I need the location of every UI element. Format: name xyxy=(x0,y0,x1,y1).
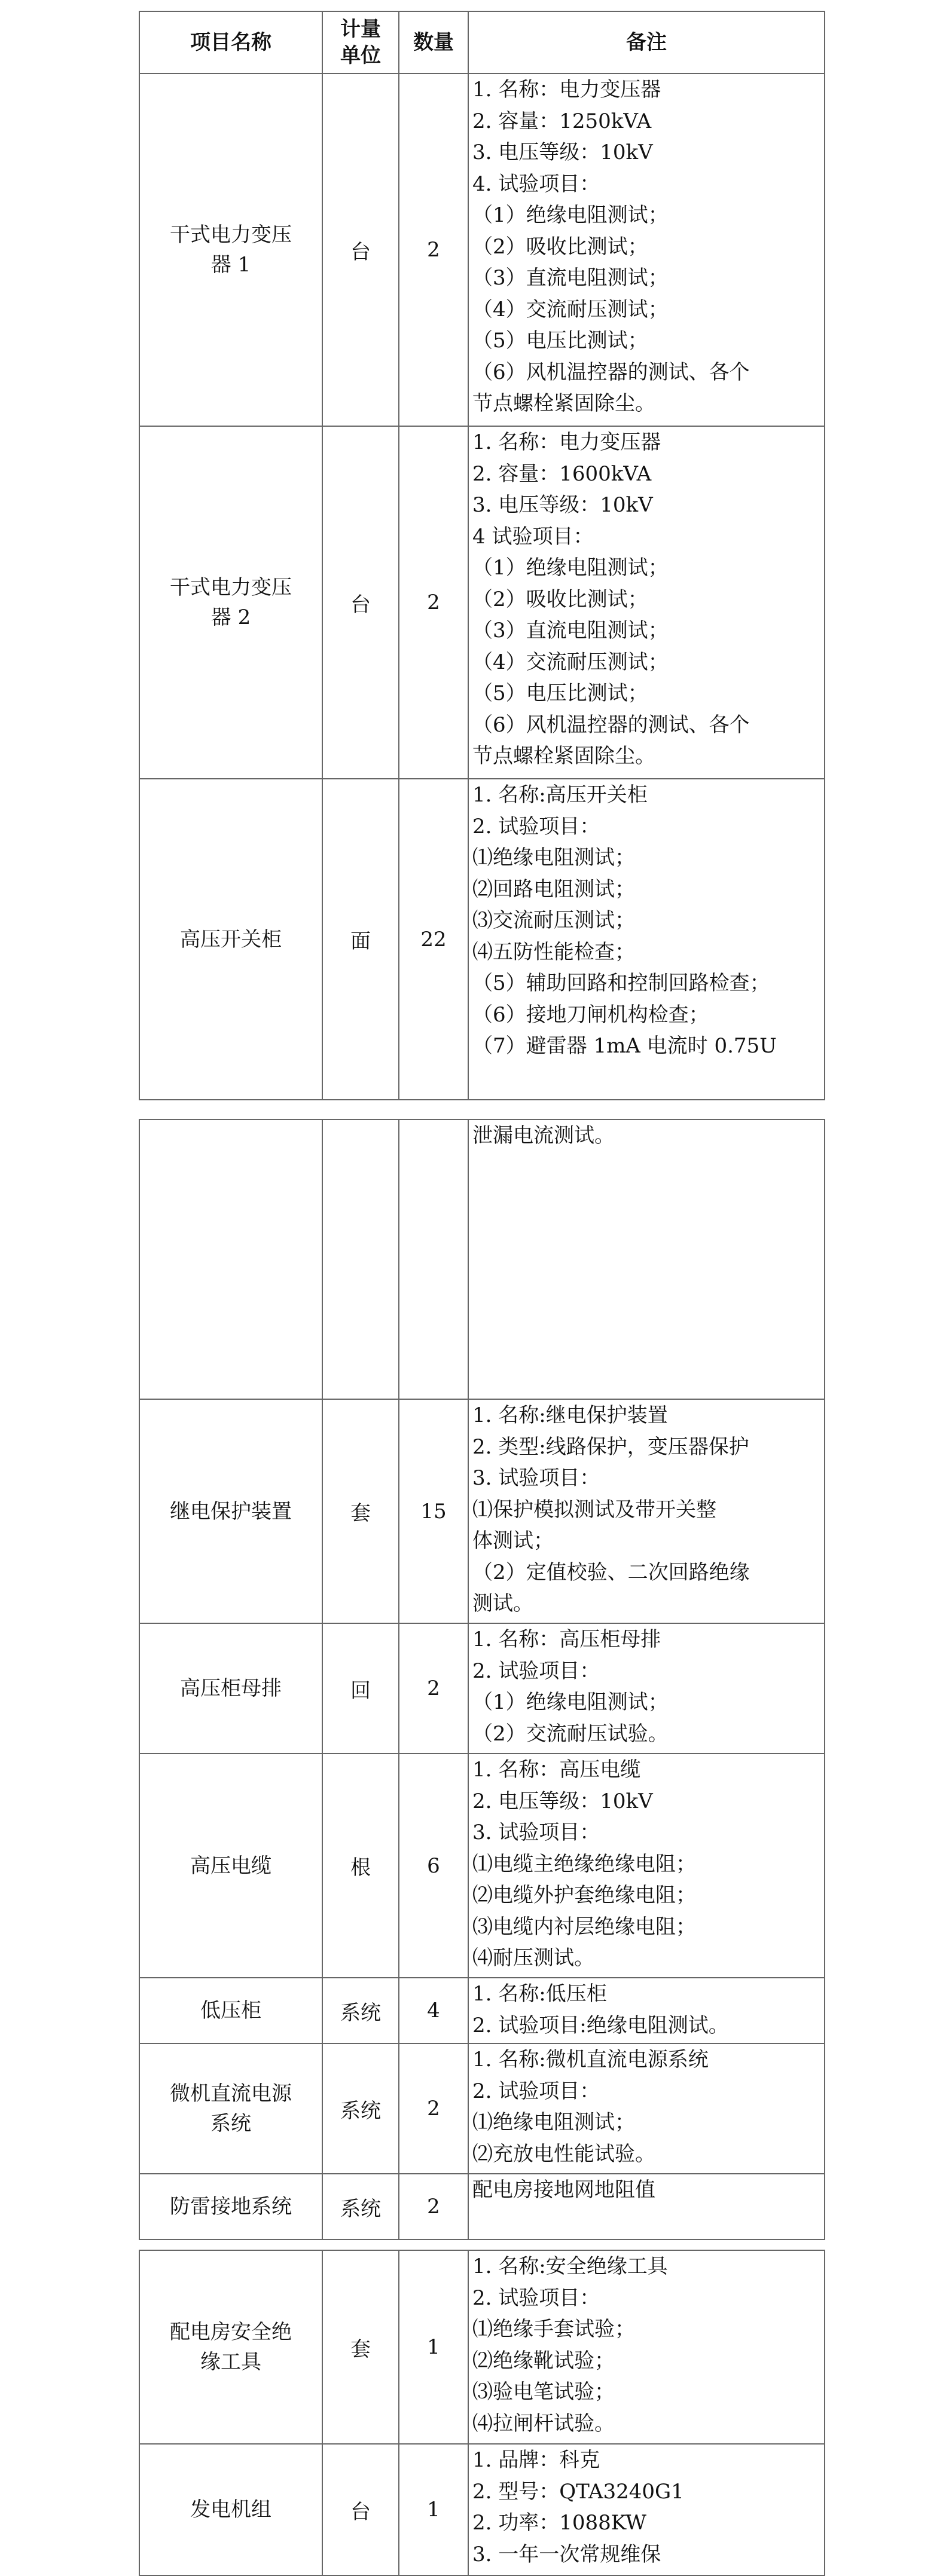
note-line: 1. 名称:安全绝缘工具 xyxy=(472,2254,668,2278)
cell-item-name: 高压电缆 xyxy=(139,1754,322,1978)
cell-notes xyxy=(468,1119,825,1399)
note-line: 1. 名称：电力变压器 xyxy=(472,430,661,454)
note-line: 3. 电压等级：10kV xyxy=(472,140,653,164)
cell-quantity: 1 xyxy=(399,2444,468,2575)
note-line: ⑴绝缘手套试验； xyxy=(472,2317,635,2341)
cell-quantity xyxy=(399,1119,468,1399)
cell-notes xyxy=(468,1399,825,1623)
cell-unit: 根 xyxy=(322,1754,399,1978)
note-line: 3. 电压等级：10kV xyxy=(472,493,653,517)
note-line: 4. 试验项目： xyxy=(472,172,600,196)
note-line: ⑴电缆主绝缘绝缘电阻； xyxy=(472,1852,696,1876)
cell-unit: 系统 xyxy=(322,1978,399,2043)
table-row xyxy=(139,2250,825,2444)
header-qty: 数量 xyxy=(399,11,468,74)
cell-item-name: 防雷接地系统 xyxy=(139,2174,322,2240)
note-line: ⑶电缆内衬层绝缘电阻； xyxy=(472,1914,696,1939)
note-line: ⑷拉闸杆试验。 xyxy=(472,2411,615,2436)
note-line: ⑴保护模拟测试及带开关整 xyxy=(472,1497,716,1522)
cell-unit xyxy=(322,1119,399,1399)
note-line: （6）风机温控器的测试、各个 xyxy=(472,712,750,737)
spec-table-part-2 xyxy=(139,1119,825,2240)
note-line: （5）辅助回路和控制回路检查； xyxy=(472,971,770,995)
note-line: ⑶验电笔试验； xyxy=(472,2380,615,2404)
table-row xyxy=(139,74,825,426)
note-line: 体测试； xyxy=(472,1529,554,1553)
cell-unit: 台 xyxy=(322,74,399,426)
cell-notes xyxy=(468,426,825,779)
note-line: 2. 型号：QTA3240G1 xyxy=(472,2479,684,2504)
cell-unit: 套 xyxy=(322,1399,399,1623)
note-line: 1. 名称：电力变压器 xyxy=(472,78,661,102)
cell-item-name: 干式电力变压器 2 xyxy=(139,426,322,779)
cell-item-name: 高压柜母排 xyxy=(139,1623,322,1754)
cell-item-name: 低压柜 xyxy=(139,1978,322,2043)
note-line: （4）交流耐压测试； xyxy=(472,650,669,674)
cell-item-name: 干式电力变压器 1 xyxy=(139,74,322,426)
cell-quantity: 1 xyxy=(399,2250,468,2444)
cell-unit: 台 xyxy=(322,2444,399,2575)
cell-unit: 系统 xyxy=(322,2174,399,2240)
cell-quantity: 22 xyxy=(399,779,468,1100)
note-line: （5）电压比测试； xyxy=(472,329,648,353)
table-header-row xyxy=(139,11,825,74)
note-line: 2. 试验项目： xyxy=(472,2079,600,2103)
cell-quantity: 4 xyxy=(399,1978,468,2043)
table-row xyxy=(139,426,825,779)
table-row xyxy=(139,2174,825,2240)
note-line: 配电房接地网地阻值 xyxy=(472,2178,655,2202)
note-line: 4 试验项目： xyxy=(472,524,594,549)
note-line: 1. 名称:微机直流电源系统 xyxy=(472,2048,709,2072)
note-line: 1. 名称:继电保护装置 xyxy=(472,1403,668,1427)
note-line: ⑴绝缘电阻测试； xyxy=(472,2110,635,2134)
note-line: 节点螺栓紧固除尘。 xyxy=(472,744,655,768)
note-line: （2）交流耐压试验。 xyxy=(472,1721,669,1746)
cell-notes xyxy=(468,2444,825,2575)
note-line: （1）绝缘电阻测试； xyxy=(472,203,669,227)
note-line: ⑶交流耐压测试； xyxy=(472,908,635,932)
note-line: ⑴绝缘电阻测试； xyxy=(472,846,635,870)
cell-item-name: 继电保护装置 xyxy=(139,1399,322,1623)
note-line: 2. 试验项目:绝缘电阻测试。 xyxy=(472,2013,729,2037)
note-line: 2. 试验项目： xyxy=(472,2286,600,2310)
note-line: ⑵充放电性能试验。 xyxy=(472,2141,655,2166)
note-line: 2. 试验项目： xyxy=(472,814,600,839)
cell-unit: 套 xyxy=(322,2250,399,2444)
note-line: 1. 名称：高压柜母排 xyxy=(472,1627,661,1651)
cell-quantity: 2 xyxy=(399,2043,468,2174)
note-line: ⑷耐压测试。 xyxy=(472,1946,594,1970)
cell-quantity: 15 xyxy=(399,1399,468,1623)
cell-unit: 回 xyxy=(322,1623,399,1754)
cell-notes xyxy=(468,2174,825,2240)
note-line: 2. 容量：1250kVA xyxy=(472,109,652,133)
cell-quantity: 2 xyxy=(399,426,468,779)
header-name: 项目名称 xyxy=(139,11,322,74)
note-line: 测试。 xyxy=(472,1592,533,1616)
note-line: 2. 试验项目： xyxy=(472,1659,600,1683)
table-row xyxy=(139,1754,825,1978)
note-line: 1. 品牌：科克 xyxy=(472,2448,600,2472)
note-line: （6）风机温控器的测试、各个 xyxy=(472,360,750,384)
note-line: 3. 试验项目： xyxy=(472,1466,600,1490)
cell-quantity: 2 xyxy=(399,2174,468,2240)
cell-unit: 系统 xyxy=(322,2043,399,2174)
table-row xyxy=(139,2444,825,2575)
note-line: 3. 试验项目： xyxy=(472,1821,600,1844)
cell-notes xyxy=(468,1623,825,1754)
table-row xyxy=(139,1119,825,1399)
table-row xyxy=(139,1399,825,1623)
cell-quantity: 2 xyxy=(399,74,468,426)
note-line: 2. 容量：1600kVA xyxy=(472,461,652,486)
cell-item-name: 高压开关柜 xyxy=(139,779,322,1100)
table-row xyxy=(139,1623,825,1754)
note-line: ⑷五防性能检查； xyxy=(472,940,635,964)
note-line: ⑵绝缘靴试验； xyxy=(472,2348,615,2373)
table-row xyxy=(139,1978,825,2043)
note-line: （5）电压比测试； xyxy=(472,681,648,705)
table-row xyxy=(139,2043,825,2174)
note-line: （2）吸收比测试； xyxy=(472,234,648,259)
note-line: 1. 名称：高压电缆 xyxy=(472,1758,641,1782)
header-note: 备注 xyxy=(468,11,825,74)
header-unit: 计量单位 xyxy=(322,11,399,74)
note-line: （2）吸收比测试； xyxy=(472,587,648,611)
cell-unit: 台 xyxy=(322,426,399,779)
cell-notes xyxy=(468,2250,825,2444)
spec-table-part-1 xyxy=(139,11,825,1100)
spec-table-part-3 xyxy=(139,2250,825,2576)
note-line: 泄漏电流测试。 xyxy=(472,1124,615,1148)
cell-unit: 面 xyxy=(322,779,399,1100)
note-line: 1. 名称:低压柜 xyxy=(472,1982,607,2006)
note-line: （3）直流电阻测试； xyxy=(472,619,669,643)
note-line: （2）定值校验、二次回路绝缘 xyxy=(472,1560,750,1584)
note-line: （6）接地刀闸机构检查； xyxy=(472,1002,709,1027)
note-line: 2. 类型:线路保护，变压器保护 xyxy=(472,1434,749,1459)
cell-notes xyxy=(468,1978,825,2043)
cell-item-name: 发电机组 xyxy=(139,2444,322,2575)
note-line: （1）绝缘电阻测试； xyxy=(472,556,669,580)
cell-notes xyxy=(468,779,825,1100)
note-line: （3）直流电阻测试； xyxy=(472,266,669,290)
table-row xyxy=(139,779,825,1100)
cell-notes xyxy=(468,1754,825,1978)
note-line: 2. 功率：1088KW xyxy=(472,2511,646,2535)
cell-notes xyxy=(468,2043,825,2174)
note-line: （1）绝缘电阻测试； xyxy=(472,1690,669,1714)
note-line: （4）交流耐压测试； xyxy=(472,297,669,322)
cell-quantity: 6 xyxy=(399,1754,468,1978)
note-line: ⑵电缆外护套绝缘电阻； xyxy=(472,1883,696,1907)
note-line: ⑵回路电阻测试； xyxy=(472,877,635,901)
note-line: 1. 名称:高压开关柜 xyxy=(472,783,648,807)
note-line: 3. 一年一次常规维保 xyxy=(472,2542,661,2566)
cell-item-name xyxy=(139,1119,322,1399)
cell-item-name: 配电房安全绝缘工具 xyxy=(139,2250,322,2444)
note-line: （7）避雷器 1mA 电流时 0.75U xyxy=(472,1034,777,1058)
note-line: 2. 电压等级：10kV xyxy=(472,1789,653,1813)
cell-notes xyxy=(468,74,825,426)
cell-quantity: 2 xyxy=(399,1623,468,1754)
cell-item-name: 微机直流电源系统 xyxy=(139,2043,322,2174)
note-line: 节点螺栓紧固除尘。 xyxy=(472,391,655,415)
